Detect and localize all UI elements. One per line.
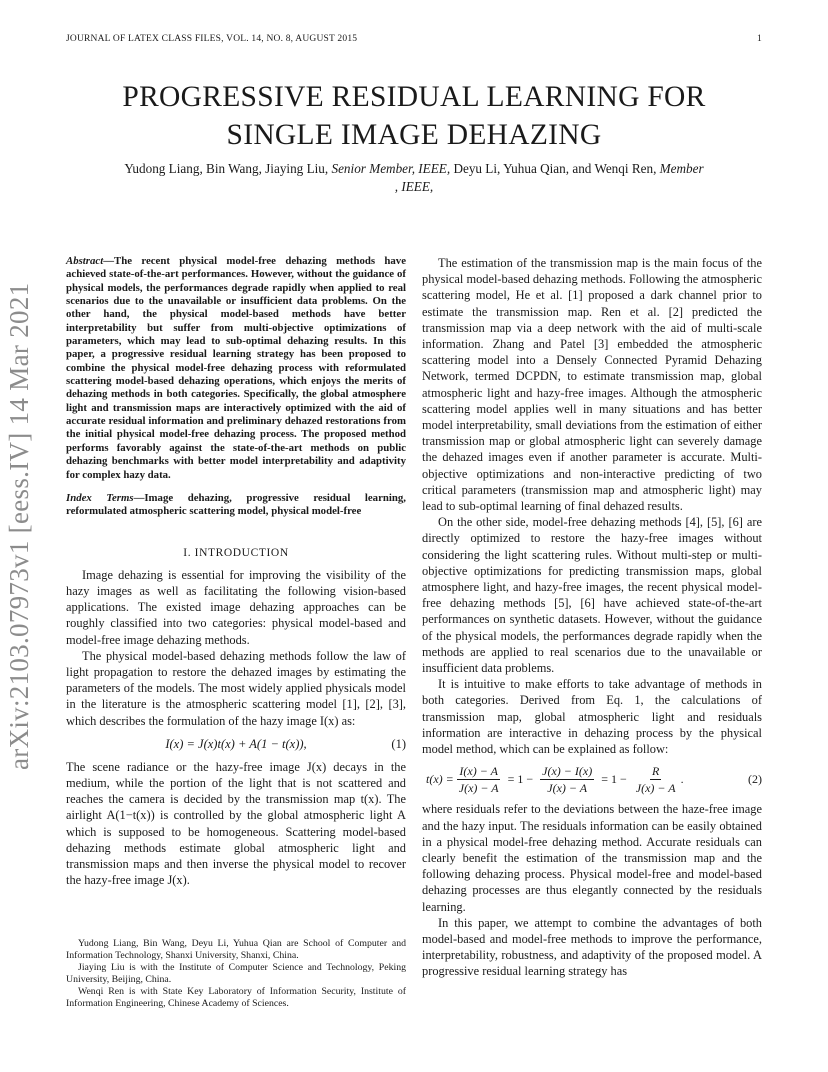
paragraph: The estimation of the transmission map is the main focus of the physical model-based dehazing methods. Following the atmospheric scattering model, He et al. [1] proposed a dark channel prior to estimate the transmission map. Ren et al. [2] predicted the transmission map via a deep network with the aid of multi-scale information. Zhang and Patel [3] embedded the atmospheric scattering model into a Densely Connected Pyramid Dehazing Network, termed DCPDN, to estimate transmission map, global atmospheric light and hazy-free images. Although the atmospheric scattering model applies well in many situations and has better model interpretability, small deviations from the estimation of either transmission map or global atmospheric light can severely damage the dehazed images even if another parameter is accurate. Multi-objective optimizations and non-interactive predicting of two critical parameters (transmission map and atmospheric light) may lead to sub-optimal learning of final dehazed results. — [422, 256, 762, 514]
section-heading-introduction: I. INTRODUCTION — [183, 546, 289, 559]
equation-2-fraction-1 — [457, 763, 501, 796]
equation-2-lhs: t(x) = — [426, 772, 454, 787]
paragraph: On the other side, model-free dehazing methods [4], [5], [6] are directly optimized to restore the hazy-free images without considering the light scattering rules. Without multi-step or multi-objective optimizations for predicting transmission maps, global atmosphere light, and hazy-free images, the recent physical model-free dehazing methods [5], [6] have achieved state-of-the-art performances on synthetic datasets. However, without the guidance of the physical models, the performances degrade rapidly when the methods are applied to real scenarios due to the unavailable or insufficient data problems. — [422, 515, 762, 676]
abstract-label: Abstract — [66, 255, 104, 267]
equation-2 — [422, 757, 762, 801]
index-terms-text: —Image dehazing, progressive residual learning, reformulated atmospheric scattering model, physical model-free — [66, 491, 406, 518]
footnote: Wenqi Ren is with State Key Laboratory of Information Security, Institute of Information Engineering, Chinese Academy of Sciences. — [66, 985, 406, 1009]
equation-2-number: (2) — [748, 772, 762, 787]
equation-1 — [66, 729, 406, 759]
footnotes — [66, 938, 406, 1009]
left-column — [66, 255, 406, 888]
paragraph: where residuals refer to the deviations between the haze-free image and the hazy input. The residuals information can be easily obtained in a physical model-free dehazing method. Accurate residuals can clearly benefit the estimation of the transmission map and the following dehazing process. Physical model-free and model-based dehazing processes are thus elegantly connected by the residuals learning. — [422, 802, 762, 914]
fraction-numerator: R — [650, 763, 661, 780]
paper-title — [40, 78, 788, 154]
author-role-2b: , IEEE, — [394, 179, 434, 194]
authors-part-2: Deyu Li, Yuhua Qian, and Wenqi Ren, — [453, 161, 657, 176]
arxiv-stamp: arXiv:2103.07973v1 [eess.IV] 14 Mar 2021 — [4, 282, 34, 770]
paragraph: The physical model-based dehazing methods follow the law of light propagation to restore the dehazed images by estimating the parameters of the models. The most widely applied physicals model in the literature is the atmospheric scattering model [1], [2], [3], which describes the formulation of the hazy image I(x) as: — [66, 648, 406, 728]
fraction-denominator: J(x) − A — [458, 780, 499, 795]
author-role-1: Senior Member, IEEE, — [331, 161, 451, 176]
authors-part-1: Yudong Liang, Bin Wang, Jiaying Liu, — [124, 161, 329, 176]
equation-2-relation: = 1 − — [601, 772, 627, 787]
abstract — [66, 255, 406, 482]
equation-2-fraction-3 — [634, 763, 678, 796]
author-list — [60, 160, 768, 196]
abstract-text: —The recent physical model-free dehazing methods have achieved state-of-the-art performances. However, without the guidance of physical models, the performances degrade rapidly when applied to real scenarios due to the unavailable or insufficient data problems. On the other hand, the physical model-based methods have better interpretability but suffer from multi-objective optimizations of parameters, which may lead to sub-optimal dehazing results. In this paper, a progressive residual learning strategy has been proposed to combine the physical model-free dehazing process with reformulated scattering model-based dehazing operations, which enjoys the merits of dehazing methods in both categories. Specifically, the global atmosphere light and transmission maps are interactively optimized with the aid of accurate residual information and preliminary dehazed restorations from the initial physical model-free dehazing process. The proposed method performs favorably against the state-of-the-art methods on public dehazing benchmarks with better model interpretability and adaptivity for complex hazy data. — [66, 255, 406, 481]
fraction-denominator: J(x) − A — [547, 780, 588, 795]
title-line-1: PROGRESSIVE RESIDUAL LEARNING FOR — [122, 81, 706, 113]
author-role-2: Member — [659, 161, 704, 176]
right-column — [422, 255, 762, 980]
equation-2-fraction-2 — [540, 763, 594, 796]
paragraph: The scene radiance or the hazy-free image J(x) decays in the medium, while the portion of the light that is not scattered and reaches the camera is decided by the transmission map t(x). The airlight A(1−t(x)) is controlled by the global atmospheric light A which is supposed to be homogeneous. Scattering model-based dehazing methods estimate global atmospheric light and transmission maps and then inverse the physical model to recover the hazy-free image J(x). — [66, 759, 406, 888]
journal-name: JOURNAL OF LATEX CLASS FILES, VOL. 14, NO. 8, AUGUST 2015 — [66, 34, 358, 44]
index-terms-label: Index Terms — [66, 491, 134, 504]
equation-2-end: . — [680, 772, 684, 787]
footnote: Jiaying Liu is with the Institute of Computer Science and Technology, Peking University, Beijing, China. — [66, 961, 406, 985]
title-line-2: SINGLE IMAGE DEHAZING — [226, 119, 602, 151]
page-number: 1 — [757, 34, 762, 44]
equation-1-number: (1) — [391, 736, 406, 751]
index-terms — [66, 492, 406, 519]
equation-2-relation: = 1 − — [507, 772, 534, 787]
equation-1-body: I(x) = J(x)t(x) + A(1 − t(x)), — [165, 736, 307, 751]
running-header — [66, 34, 762, 44]
paragraph: It is intuitive to make efforts to take advantage of methods in both categories. Derived from Eq. 1, the calculations of transmission map, global atmospheric light and residuals information are interactive in dehazing process by the physical model method, which can be explained as follow: — [422, 677, 762, 757]
fraction-denominator: J(x) − A — [635, 780, 676, 795]
fraction-numerator: I(x) − A — [457, 763, 500, 780]
paragraph: Image dehazing is essential for improving the visibility of the hazy images as well as facilitating the following vision-based applications. The existed image dehazing approaches can be roughly classified into two categories: physical model-based and model-free image dehazing methods. — [66, 567, 406, 647]
paragraph: In this paper, we attempt to combine the advantages of both model-based and model-free methods to improve the performance, interpretability, robustness, and adaptivity of the proposed model. A progressive residual learning strategy has — [422, 915, 762, 979]
fraction-numerator: J(x) − I(x) — [540, 763, 594, 780]
footnote: Yudong Liang, Bin Wang, Deyu Li, Yuhua Qian are School of Computer and Information Technology, Shanxi University, Shanxi, China. — [66, 938, 406, 961]
